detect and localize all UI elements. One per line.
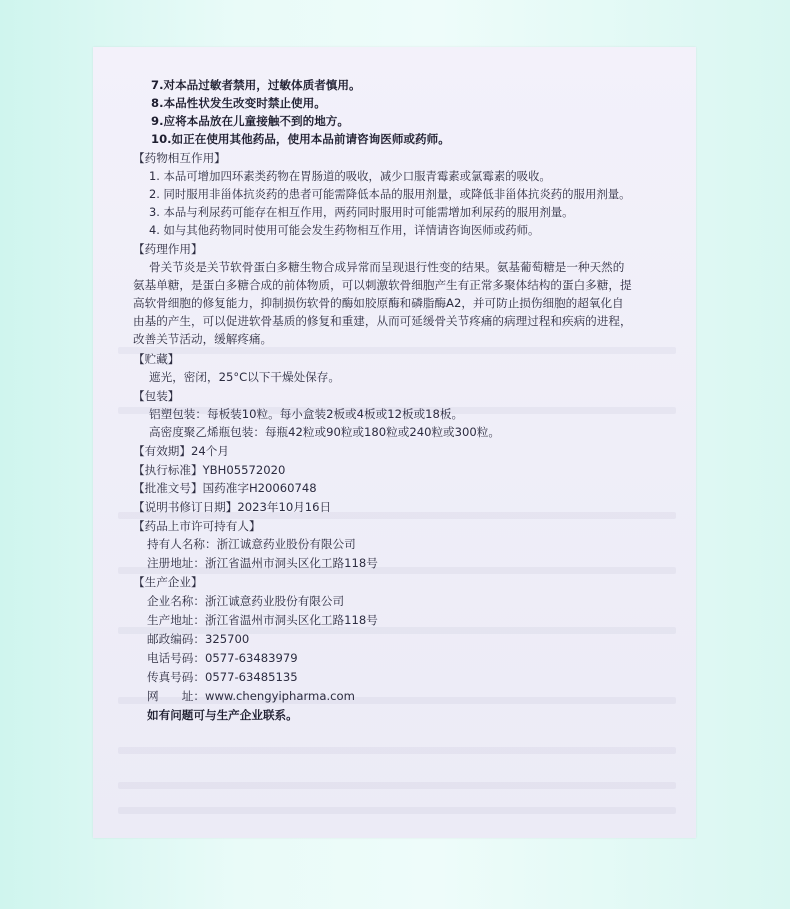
manufacturer-address: 生产地址：浙江省温州市洞头区化工路118号 [147,613,378,627]
bleed-through [118,347,676,354]
website: 网 址：www.chengyipharma.com [147,689,355,703]
interaction-item: 4. 如与其他药物同时使用可能会发生药物相互作用，详情请咨询医师或药师。 [149,223,540,237]
holder-address: 注册地址：浙江省温州市洞头区化工路118号 [147,556,378,570]
manufacturer-name: 企业名称：浙江诚意药业股份有限公司 [147,594,345,608]
precaution-item-8: 8.本品性状发生改变时禁止使用。 [151,96,326,110]
leaflet-sheet [93,47,696,838]
precaution-item-9: 9.应将本品放在儿童接触不到的地方。 [151,114,349,128]
pharmacology-line: 由基的产生，可以促进软骨基质的修复和重建，从而可延缓骨关节疼痛的病理过程和疾病的进程， [133,314,632,328]
interaction-item: 3. 本品与利尿药可能存在相互作用，两药同时服用时可能需增加利尿药的服用剂量。 [149,205,574,219]
precaution-item-10: 10.如正在使用其他药品，使用本品前请咨询医师或药师。 [151,132,450,146]
validity: 【有效期】24个月 [133,444,229,458]
contact-note: 如有问题可与生产企业联系。 [147,708,298,722]
storage-text: 遮光，密闭，25°C以下干燥处保存。 [149,370,340,384]
revision-date: 【说明书修订日期】2023年10月16日 [133,500,332,514]
pharmacology-line: 骨关节炎是关节软骨蛋白多糖生物合成异常而呈现退行性变的结果。氨基葡萄糖是一种天然的 [149,260,625,274]
packaging-heading: 【包装】 [133,389,180,403]
packaging-line: 高密度聚乙烯瓶包装：每瓶42粒或90粒或180粒或240粒或300粒。 [149,425,500,439]
pharmacology-line: 氨基单糖，是蛋白多糖合成的前体物质，可以刺激软骨细胞产生有正常多聚体结构的蛋白多糖，提 [133,278,632,292]
execution-standard: 【执行标准】YBH05572020 [133,463,286,477]
fax-number: 传真号码：0577-63485135 [147,670,298,684]
bleed-through [118,807,676,814]
postcode: 邮政编码：325700 [147,632,250,646]
interaction-item: 2. 同时服用非甾体抗炎药的患者可能需降低本品的服用剂量，或降低非甾体抗炎药的服用剂量。 [149,187,631,201]
interactions-heading: 【药物相互作用】 [133,151,226,165]
precaution-item-7: 7.对本品过敏者禁用，过敏体质者慎用。 [151,78,361,92]
pharmacology-line: 高软骨细胞的修复能力，抑制损伤软骨的酶如胶原酶和磷脂酶A2，并可防止损伤细胞的超氧化自 [133,296,624,310]
packaging-line: 铝塑包装：每板装10粒。每小盒装2板或4板或12板或18板。 [149,407,464,421]
bleed-through [118,782,676,789]
phone-number: 电话号码：0577-63483979 [147,651,298,665]
holder-name: 持有人名称：浙江诚意药业股份有限公司 [147,537,356,551]
manufacturer-heading: 【生产企业】 [133,575,203,589]
holder-heading: 【药品上市许可持有人】 [133,519,261,533]
pharmacology-line: 改善关节活动，缓解疼痛。 [133,332,273,346]
storage-heading: 【贮藏】 [133,352,180,366]
pharmacology-heading: 【药理作用】 [133,242,203,256]
interaction-item: 1. 本品可增加四环素类药物在胃肠道的吸收，减少口服青霉素或氯霉素的吸收。 [149,169,551,183]
bleed-through [118,747,676,754]
approval-number: 【批准文号】国药准字H20060748 [133,481,317,495]
